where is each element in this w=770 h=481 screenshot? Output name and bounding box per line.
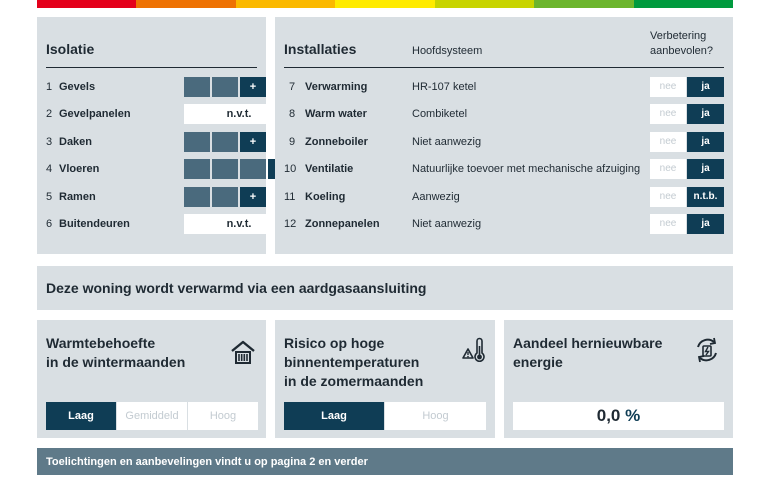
toggle-yes: ja bbox=[687, 159, 724, 179]
renewable-energy-value-box bbox=[513, 402, 724, 430]
scale-segment-current: + bbox=[240, 77, 266, 97]
scale-segment bbox=[184, 77, 210, 97]
installatie-row bbox=[275, 104, 733, 124]
row-system: Combiketel bbox=[412, 108, 468, 120]
installatie-row bbox=[275, 187, 733, 207]
overheating-risk-card bbox=[275, 320, 495, 438]
toggle-yes: ja bbox=[687, 77, 724, 97]
energy-bar-segment bbox=[534, 0, 633, 8]
row-number: 9 bbox=[289, 136, 296, 148]
improvement-toggle bbox=[650, 159, 724, 179]
row-label: Gevelpanelen bbox=[59, 108, 131, 120]
toggle-yes: ja bbox=[687, 214, 724, 234]
scale-segment bbox=[212, 77, 238, 97]
heat-demand-title-line1: Warmtebehoefte bbox=[46, 335, 156, 351]
overheating-risk-option-high: Hoog bbox=[385, 402, 486, 430]
row-system: Niet aanwezig bbox=[412, 218, 482, 230]
row-number: 2 bbox=[46, 108, 53, 120]
renewable-energy-title bbox=[513, 334, 662, 372]
installatie-row bbox=[275, 159, 733, 179]
toggle-no: nee bbox=[650, 214, 686, 234]
toggle-no: nee bbox=[650, 159, 686, 179]
thermometer-warning-icon bbox=[461, 336, 489, 364]
toggle-yes: n.t.b. bbox=[687, 187, 724, 207]
renewable-energy-card bbox=[504, 320, 733, 438]
column-header-improvement-line1: Verbetering bbox=[650, 30, 707, 42]
scale-segment bbox=[212, 132, 238, 152]
overheating-risk-option-low: Laag bbox=[284, 402, 384, 430]
row-number: 12 bbox=[284, 218, 297, 230]
isolatie-row bbox=[37, 159, 266, 179]
installaties-title: Installaties bbox=[284, 41, 357, 57]
row-label: Vloeren bbox=[59, 163, 100, 175]
isolatie-title: Isolatie bbox=[46, 41, 95, 57]
improvement-toggle bbox=[650, 187, 724, 207]
isolatie-row bbox=[37, 77, 266, 97]
footer-note bbox=[37, 448, 733, 475]
heat-demand-option-medium: Gemiddeld bbox=[117, 402, 187, 430]
row-system: Aanwezig bbox=[412, 191, 460, 203]
installaties-divider bbox=[284, 67, 724, 68]
scale-segment bbox=[184, 132, 210, 152]
heat-demand-card bbox=[37, 320, 266, 438]
scale-segment bbox=[240, 159, 266, 179]
improvement-toggle bbox=[650, 214, 724, 234]
renewable-energy-unit: % bbox=[625, 406, 641, 425]
row-label: Daken bbox=[59, 136, 93, 148]
isolatie-panel bbox=[37, 17, 266, 254]
row-label: Ventilatie bbox=[305, 163, 354, 175]
row-label: Koeling bbox=[305, 191, 346, 203]
heat-demand-option-low: Laag bbox=[46, 402, 116, 430]
heat-demand-option-high: Hoog bbox=[188, 402, 258, 430]
heating-banner bbox=[37, 266, 733, 310]
isolatie-row bbox=[37, 214, 266, 234]
row-number: 4 bbox=[46, 163, 53, 175]
scale-segment bbox=[184, 159, 210, 179]
renewable-energy-title-line2: energie bbox=[513, 354, 563, 370]
column-header-system: Hoofdsysteem bbox=[412, 45, 483, 57]
row-number: 1 bbox=[46, 81, 53, 93]
installatie-row bbox=[275, 132, 733, 152]
row-label: Verwarming bbox=[305, 81, 368, 93]
toggle-yes: ja bbox=[687, 132, 724, 152]
not-applicable-value: n.v.t. bbox=[184, 104, 294, 124]
isolatie-divider bbox=[46, 67, 257, 68]
scale-segment bbox=[184, 187, 210, 207]
energy-bar-segment bbox=[335, 0, 434, 8]
toggle-yes: ja bbox=[687, 104, 724, 124]
row-number: 11 bbox=[284, 191, 296, 203]
isolatie-row bbox=[37, 187, 266, 207]
row-number: 10 bbox=[284, 163, 297, 175]
row-label: Zonnepanelen bbox=[305, 218, 380, 230]
scale-segment-current: + bbox=[240, 132, 266, 152]
toggle-no: nee bbox=[650, 77, 686, 97]
row-label: Zonneboiler bbox=[305, 136, 368, 148]
heat-demand-title-line2: in de wintermaanden bbox=[46, 354, 186, 370]
row-number: 6 bbox=[46, 218, 53, 230]
overheating-risk-title-line1: Risico op hoge bbox=[284, 335, 385, 351]
overheating-risk-title-line2: binnentemperaturen bbox=[284, 354, 420, 370]
house-heat-icon bbox=[229, 338, 257, 366]
scale-segment bbox=[212, 159, 238, 179]
renewable-energy-value: 0,0 bbox=[596, 406, 621, 425]
installatie-row bbox=[275, 77, 733, 97]
overheating-risk-title-line3: in de zomermaanden bbox=[284, 373, 424, 389]
improvement-toggle bbox=[650, 132, 724, 152]
overheating-risk-scale bbox=[284, 402, 486, 430]
row-label: Ramen bbox=[59, 191, 96, 203]
overheating-risk-title bbox=[284, 334, 423, 391]
row-system: Natuurlijke toevoer met mechanische afzuiging bbox=[412, 163, 641, 175]
row-system: HR-107 ketel bbox=[412, 81, 477, 93]
energy-bar-segment bbox=[634, 0, 733, 8]
heat-demand-scale bbox=[46, 402, 258, 430]
energy-bar-segment bbox=[37, 0, 136, 8]
isolatie-row bbox=[37, 104, 266, 124]
energy-bar-segment bbox=[236, 0, 335, 8]
toggle-no: nee bbox=[650, 104, 686, 124]
energy-bar-segment bbox=[136, 0, 235, 8]
scale-segment-current: + bbox=[240, 187, 266, 207]
footer-note-text: Toelichtingen en aanbevelingen vindt u op pagina 2 en verder bbox=[46, 456, 368, 468]
row-label: Gevels bbox=[59, 81, 96, 93]
renewable-energy-title-line1: Aandeel hernieuwbare bbox=[513, 335, 663, 351]
installatie-row bbox=[275, 214, 733, 234]
toggle-no: nee bbox=[650, 132, 686, 152]
row-label: Buitendeuren bbox=[59, 218, 130, 230]
installaties-panel bbox=[275, 17, 733, 254]
row-number: 5 bbox=[46, 191, 53, 203]
energy-bar-segment bbox=[435, 0, 534, 8]
row-label: Warm water bbox=[305, 108, 367, 120]
isolatie-row bbox=[37, 132, 266, 152]
not-applicable-value: n.v.t. bbox=[184, 214, 294, 234]
heating-banner-text: Deze woning wordt verwarmd via een aardgasaansluiting bbox=[46, 280, 427, 296]
row-number: 7 bbox=[289, 81, 296, 93]
column-header-improvement bbox=[650, 29, 713, 59]
row-number: 3 bbox=[46, 136, 53, 148]
row-number: 8 bbox=[289, 108, 296, 120]
heat-demand-title bbox=[46, 334, 185, 372]
improvement-toggle bbox=[650, 104, 724, 124]
row-system: Niet aanwezig bbox=[412, 136, 482, 148]
toggle-no: nee bbox=[650, 187, 686, 207]
improvement-toggle bbox=[650, 77, 724, 97]
energy-color-bar bbox=[37, 0, 733, 8]
renewable-cycle-icon bbox=[693, 336, 721, 364]
scale-segment bbox=[212, 187, 238, 207]
column-header-improvement-line2: aanbevolen? bbox=[650, 45, 714, 57]
